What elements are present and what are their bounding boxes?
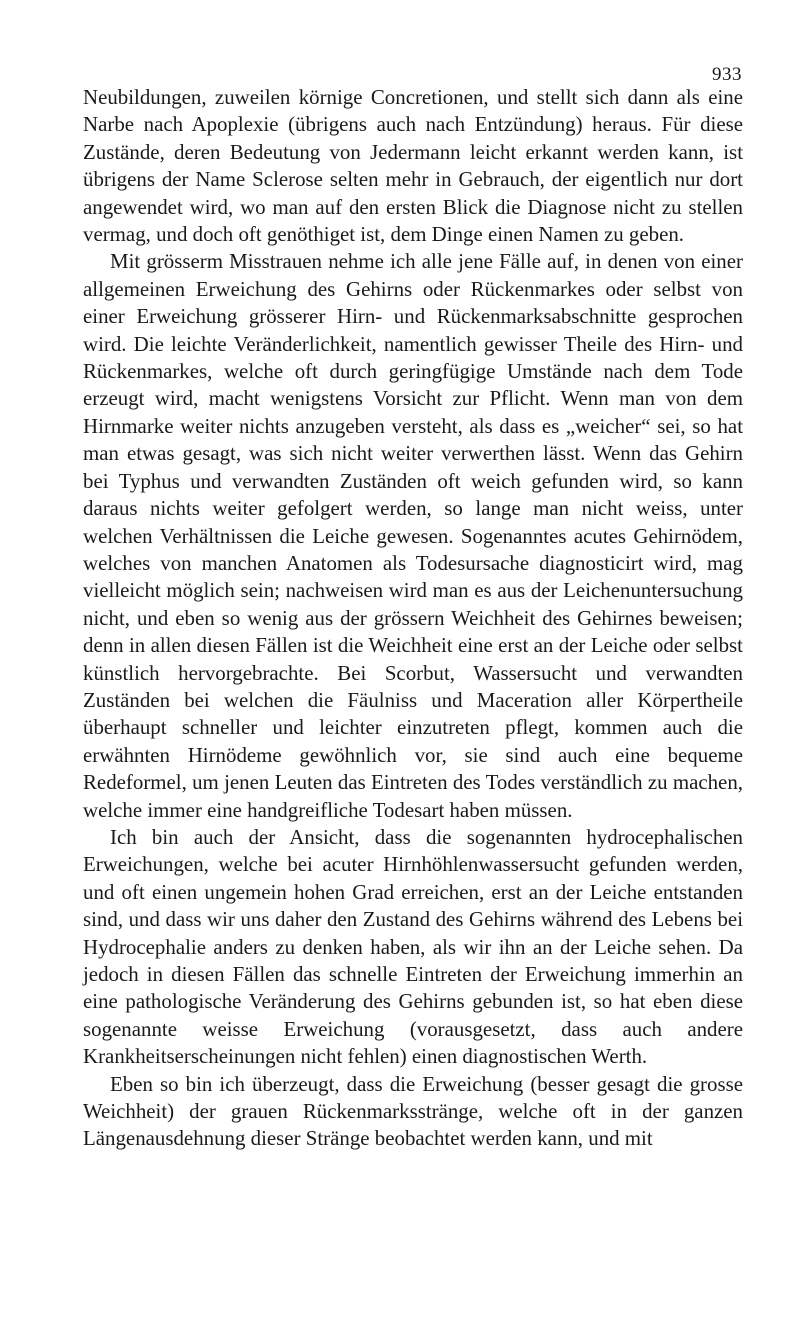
paragraph-2: Mit grösserm Misstrauen nehme ich alle jene Fälle auf, in denen von einer allgemeinen Erweichung des Gehirns oder Rückenmarkes oder selbst von einer Erweichung grösserer Hirn- und Rückenmarksabschnitte gesprochen wird. Die leichte Veränderlichkeit, namentlich gewisser Theile des Hirn- und Rückenmarkes, welche oft durch geringfügige Umstände nach dem Tode erzeugt wird, macht wenigstens Vorsicht zur Pflicht. Wenn man von dem Hirnmarke weiter nichts anzugeben versteht, als dass es „weicher“ sei, so hat man etwas gesagt, was sich nicht weiter verwerthen lässt. Wenn das Gehirn bei Typhus und verwandten Zuständen oft weich gefunden wird, so kann daraus nichts weiter gefolgert werden, so lange man nicht weiss, unter welchen Verhältnissen die Leiche gewesen. Sogenanntes acutes Gehirnödem, welches von manchen Anatomen als Todesursache diagnosticirt wird, mag vielleicht möglich sein; nachweisen wird man es aus der Leichenuntersuchung nicht, und eben so wenig aus der grössern Weichheit des Gehirnes beweisen; denn in allen diesen Fällen ist die Weichheit eine erst an der Leiche oder selbst künstlich hervorgebrachte. Bei Scorbut, Wassersucht und verwandten Zuständen bei welchen die Fäulniss und Maceration aller Körpertheile überhaupt schneller und leichter einzutreten pflegt, kommen auch die erwähnten Hirnödeme gewöhnlich vor, sie sind auch eine bequeme Redeformel, um jenen Leuten das Eintreten des Todes verständlich zu machen, welche immer eine handgreifliche Todesart haben müssen.	[83, 249, 743, 822]
body-text	[83, 84, 743, 1153]
page-number: 933	[712, 64, 742, 85]
paragraph-1: Neubildungen, zuweilen körnige Concretionen, und stellt sich dann als eine Narbe nach Apoplexie (übrigens auch nach Entzündung) heraus. Für diese Zustände, deren Bedeutung von Jedermann leicht erkannt werden kann, ist übrigens der Name Sclerose selten mehr in Gebrauch, der eigentlich nur dort angewendet wird, wo man auf den ersten Blick die Diagnose nicht zu stellen vermag, und doch oft genöthiget ist, dem Dinge einen Namen zu geben.	[83, 85, 743, 247]
paragraph-4: Eben so bin ich überzeugt, dass die Erweichung (besser gesagt die grosse Weichheit) der grauen Rückenmarksstränge, welche oft in der ganzen Längenausdehnung dieser Stränge beobachtet werden kann, und mit	[83, 1071, 743, 1151]
paragraph-3: Ich bin auch der Ansicht, dass die sogenannten hydrocephalischen Erweichungen, welche bei acuter Hirnhöhlenwassersucht gefunden werden, und oft einen ungemein hohen Grad erreichen, erst an der Leiche entstanden sind, und dass wir uns daher den Zustand des Gehirns während des Lebens bei Hydrocephalie anders zu denken haben, als wir ihn an der Leiche sehen. Da jedoch in diesen Fällen das schnelle Eintreten der Erweichung immerhin an eine pathologische Veränderung des Gehirns gebunden ist, so hat eben diese sogenannte weisse Erweichung (vorausgesetzt, dass auch andere Krankheitserscheinungen nicht fehlen) einen diagnostischen Werth.	[83, 824, 743, 1069]
